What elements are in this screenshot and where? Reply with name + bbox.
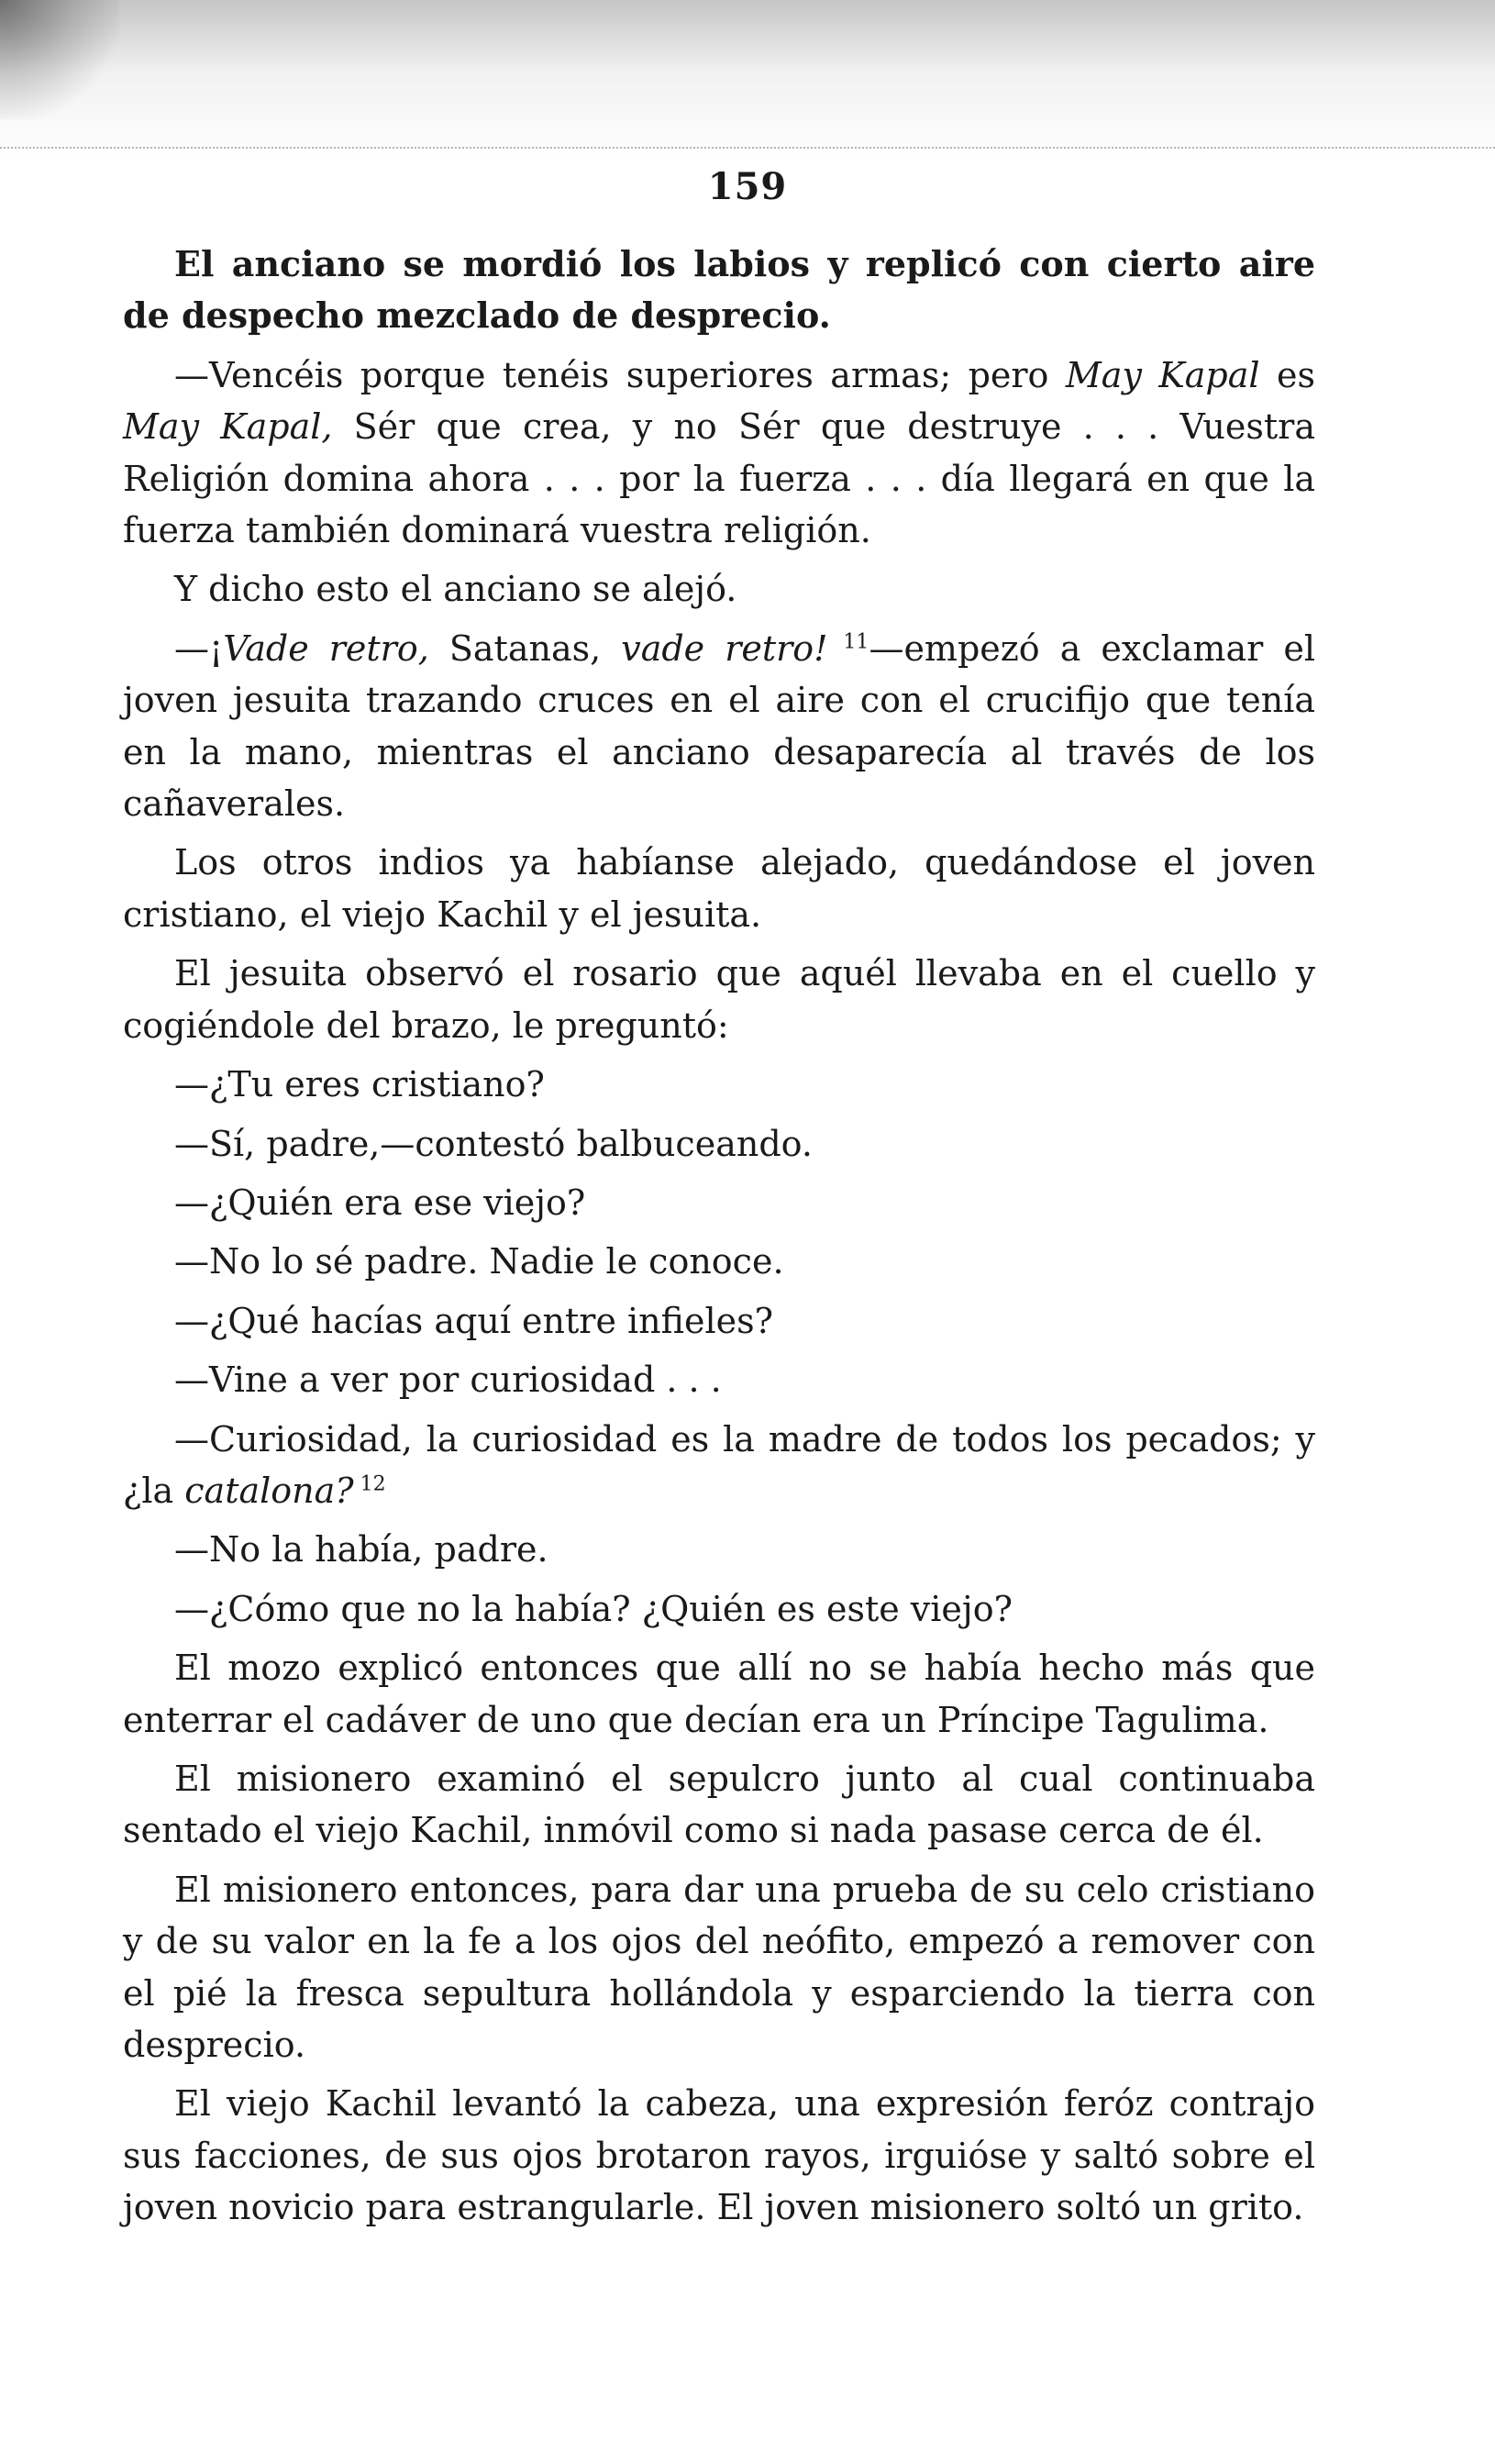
paragraph xyxy=(123,1524,1315,1575)
paragraph xyxy=(123,563,1315,615)
text-run: El mozo explicó entonces que allí no se había hecho más que enterrar el cadáver de uno que decían era un Príncipe Tagulima. xyxy=(123,1648,1315,1740)
italic-text: Vade retro, xyxy=(223,627,429,669)
paragraph xyxy=(123,1414,1315,1517)
paragraph xyxy=(123,623,1315,830)
text-run: —Curiosidad, la curiosidad es la madre de todos los pecados; y ¿la xyxy=(123,1418,1315,1511)
text-run: —¿Quién era ese viejo? xyxy=(174,1182,586,1223)
header-dotted-rule xyxy=(0,147,1495,149)
paragraph xyxy=(123,1753,1315,1857)
footnote-marker: 12 xyxy=(353,1472,386,1496)
italic-text: catalona? xyxy=(184,1470,354,1511)
paragraph xyxy=(123,2078,1315,2233)
italic-text: vade retro! xyxy=(621,627,828,669)
text-run: El misionero entonces, para dar una prueba de su celo cristiano y de su valor en la fe a los ojos del neófito, empezó a remover con el pié la fresca sepultura hollándola y esparciendo la tierra con desprecio. xyxy=(123,1869,1315,2065)
paragraph xyxy=(123,1642,1315,1746)
paragraph xyxy=(123,1118,1315,1170)
text-run: —Vencéis porque tenéis superiores armas; pero xyxy=(174,354,1066,395)
paragraph xyxy=(123,1059,1315,1110)
text-run: El viejo Kachil levantó la cabeza, una expresión feróz contrajo sus facciones, de sus ojos brotaron rayos, irguióse y saltó sobre el joven novicio para estrangularle. El joven misionero soltó un grito. xyxy=(123,2083,1315,2228)
paragraph xyxy=(123,1177,1315,1228)
text-run: —¡ xyxy=(174,627,224,669)
body-text xyxy=(123,239,1315,2241)
italic-text: May Kapal xyxy=(1065,354,1260,395)
paragraph xyxy=(123,1864,1315,2071)
paragraph xyxy=(123,1354,1315,1405)
page-number: 159 xyxy=(707,165,788,208)
text-run: —¿Qué hacías aquí entre infieles? xyxy=(174,1300,773,1341)
paragraph xyxy=(123,350,1315,557)
paragraph xyxy=(123,1583,1315,1635)
italic-text: May Kapal, xyxy=(123,406,333,448)
paragraph xyxy=(123,837,1315,940)
text-run: Los otros indios ya habíanse alejado, quedándose el joven cristiano, el viejo Kachil y el jesuita. xyxy=(123,842,1315,935)
paragraph xyxy=(123,1236,1315,1287)
text-run: —Sí, padre,—contestó balbuceando. xyxy=(174,1123,813,1164)
text-run: —Vine a ver por curiosidad . . . xyxy=(174,1360,722,1401)
text-run: El anciano se mordió los labios y replicó con cierto aire de despecho mezclado de desprecio. xyxy=(123,243,1315,337)
text-run: Sér que crea, y no Sér que destruye . . . Vuestra Religión domina ahora . . . por la fuerza . . . día llegará en que la fuerza también dominará vuestra religión. xyxy=(123,406,1315,551)
text-run: —No lo sé padre. Nadie le conoce. xyxy=(174,1241,784,1282)
paragraph xyxy=(123,239,1315,342)
text-run: El jesuita observó el rosario que aquél llevaba en el cuello y cogiéndole del brazo, le preguntó: xyxy=(123,953,1315,1046)
text-run: Satanas, xyxy=(428,627,622,669)
text-run: es xyxy=(1259,354,1316,395)
scan-shadow-corner xyxy=(0,0,119,119)
text-run: Y dicho esto el anciano se alejó. xyxy=(174,569,737,610)
text-run: —empezó a exclamar el joven jesuita trazando cruces en el aire con el crucifijo que tenía en la mano, mientras el anciano desaparecía al través de los cañaverales. xyxy=(123,627,1315,825)
text-run: —¿Cómo que no la había? ¿Quién es este viejo? xyxy=(174,1588,1013,1629)
footnote-marker: 11 xyxy=(827,630,869,654)
text-run: —No la había, padre. xyxy=(174,1529,548,1571)
text-run: El misionero examinó el sepulcro junto al cual continuaba sentado el viejo Kachil, inmóvil como si nada pasase cerca de él. xyxy=(123,1758,1315,1851)
paragraph xyxy=(123,948,1315,1051)
text-run: —¿Tu eres cristiano? xyxy=(174,1064,545,1105)
scan-shadow-top xyxy=(0,0,1495,161)
paragraph xyxy=(123,1295,1315,1347)
